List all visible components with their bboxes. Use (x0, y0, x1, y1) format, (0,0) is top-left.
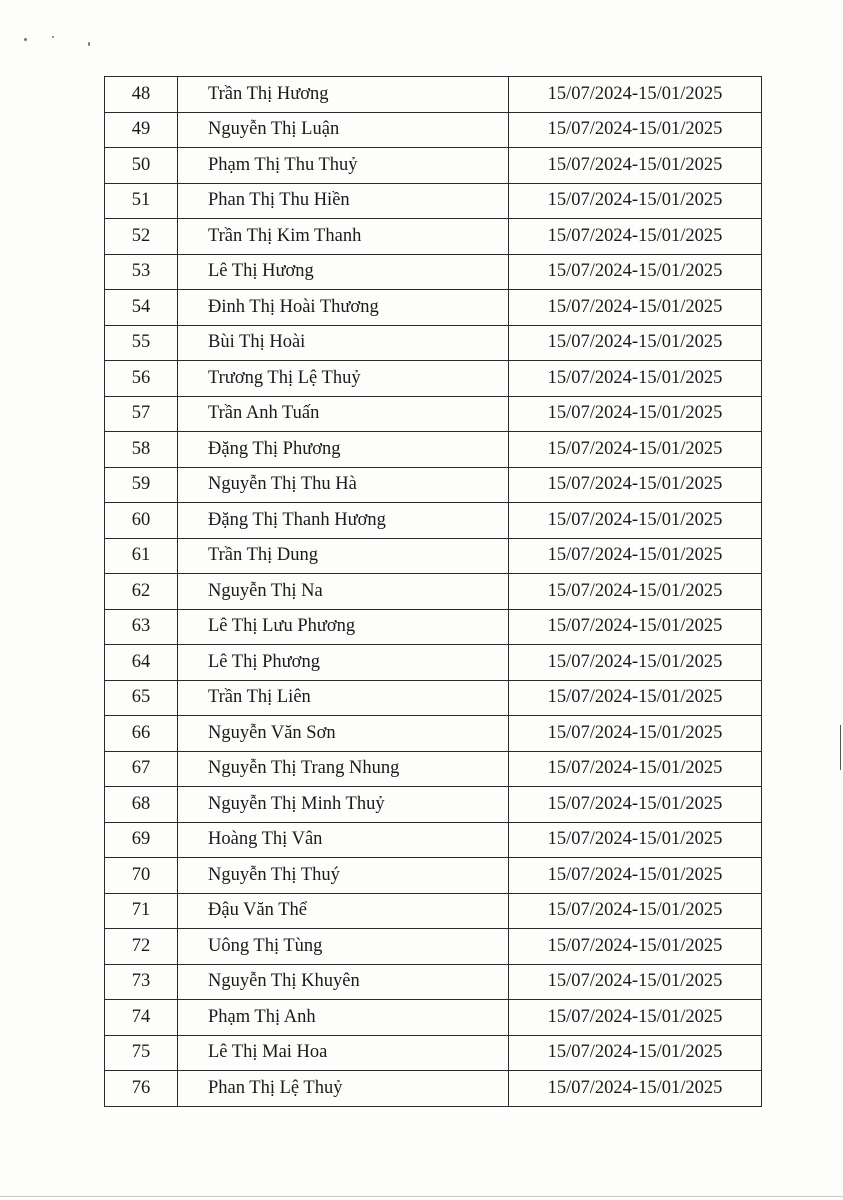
scan-bottom-edge (0, 1196, 843, 1197)
row-number-cell: 69 (105, 822, 178, 858)
row-number-cell: 59 (105, 467, 178, 503)
employee-name-cell: Nguyễn Thị Minh Thuỷ (178, 787, 509, 823)
row-number-cell: 74 (105, 1000, 178, 1036)
table-row (105, 893, 762, 929)
table-row (105, 964, 762, 1000)
scan-edge-mark (840, 725, 841, 770)
row-number-cell: 75 (105, 1035, 178, 1071)
table-row (105, 822, 762, 858)
row-number-cell: 72 (105, 929, 178, 965)
employee-name-cell: Nguyễn Văn Sơn (178, 716, 509, 752)
period-cell: 15/07/2024-15/01/2025 (509, 1071, 762, 1107)
roster-table (104, 76, 762, 1107)
employee-name-cell: Nguyễn Thị Luận (178, 112, 509, 148)
table-row (105, 645, 762, 681)
row-number-cell: 48 (105, 77, 178, 113)
period-cell: 15/07/2024-15/01/2025 (509, 112, 762, 148)
period-cell: 15/07/2024-15/01/2025 (509, 893, 762, 929)
employee-name-cell: Trần Thị Hương (178, 77, 509, 113)
employee-name-cell: Trần Thị Liên (178, 680, 509, 716)
employee-name-cell: Đinh Thị Hoài Thương (178, 290, 509, 326)
period-cell: 15/07/2024-15/01/2025 (509, 858, 762, 894)
table-row (105, 361, 762, 397)
row-number-cell: 73 (105, 964, 178, 1000)
period-cell: 15/07/2024-15/01/2025 (509, 645, 762, 681)
table-row (105, 751, 762, 787)
period-cell: 15/07/2024-15/01/2025 (509, 396, 762, 432)
period-cell: 15/07/2024-15/01/2025 (509, 787, 762, 823)
employee-name-cell: Nguyễn Thị Khuyên (178, 964, 509, 1000)
table-row (105, 574, 762, 610)
table-row (105, 716, 762, 752)
row-number-cell: 57 (105, 396, 178, 432)
period-cell: 15/07/2024-15/01/2025 (509, 503, 762, 539)
period-cell: 15/07/2024-15/01/2025 (509, 716, 762, 752)
period-cell: 15/07/2024-15/01/2025 (509, 538, 762, 574)
table-row (105, 254, 762, 290)
employee-name-cell: Phan Thị Lệ Thuỷ (178, 1071, 509, 1107)
row-number-cell: 50 (105, 148, 178, 184)
table-row (105, 680, 762, 716)
row-number-cell: 71 (105, 893, 178, 929)
period-cell: 15/07/2024-15/01/2025 (509, 148, 762, 184)
row-number-cell: 76 (105, 1071, 178, 1107)
period-cell: 15/07/2024-15/01/2025 (509, 822, 762, 858)
employee-name-cell: Hoàng Thị Vân (178, 822, 509, 858)
period-cell: 15/07/2024-15/01/2025 (509, 219, 762, 255)
employee-name-cell: Nguyễn Thị Thuý (178, 858, 509, 894)
period-cell: 15/07/2024-15/01/2025 (509, 929, 762, 965)
table-row (105, 609, 762, 645)
period-cell: 15/07/2024-15/01/2025 (509, 1035, 762, 1071)
row-number-cell: 63 (105, 609, 178, 645)
row-number-cell: 66 (105, 716, 178, 752)
table-row (105, 396, 762, 432)
employee-name-cell: Bùi Thị Hoài (178, 325, 509, 361)
table-row (105, 77, 762, 113)
table-row (105, 112, 762, 148)
period-cell: 15/07/2024-15/01/2025 (509, 609, 762, 645)
period-cell: 15/07/2024-15/01/2025 (509, 77, 762, 113)
employee-name-cell: Lê Thị Hương (178, 254, 509, 290)
period-cell: 15/07/2024-15/01/2025 (509, 325, 762, 361)
row-number-cell: 54 (105, 290, 178, 326)
employee-name-cell: Trương Thị Lệ Thuỷ (178, 361, 509, 397)
table-row (105, 1035, 762, 1071)
row-number-cell: 68 (105, 787, 178, 823)
employee-name-cell: Lê Thị Lưu Phương (178, 609, 509, 645)
table-row (105, 1000, 762, 1036)
row-number-cell: 61 (105, 538, 178, 574)
table-row (105, 1071, 762, 1107)
row-number-cell: 56 (105, 361, 178, 397)
employee-name-cell: Phan Thị Thu Hiền (178, 183, 509, 219)
scan-speck (88, 42, 90, 46)
employee-name-cell: Đậu Văn Thể (178, 893, 509, 929)
employee-name-cell: Nguyễn Thị Na (178, 574, 509, 610)
period-cell: 15/07/2024-15/01/2025 (509, 680, 762, 716)
employee-name-cell: Đặng Thị Thanh Hương (178, 503, 509, 539)
period-cell: 15/07/2024-15/01/2025 (509, 290, 762, 326)
table-row (105, 787, 762, 823)
employee-name-cell: Trần Anh Tuấn (178, 396, 509, 432)
row-number-cell: 58 (105, 432, 178, 468)
roster-table-body (105, 77, 762, 1107)
employee-name-cell: Trần Thị Kim Thanh (178, 219, 509, 255)
row-number-cell: 62 (105, 574, 178, 610)
period-cell: 15/07/2024-15/01/2025 (509, 467, 762, 503)
table-row (105, 148, 762, 184)
period-cell: 15/07/2024-15/01/2025 (509, 183, 762, 219)
employee-name-cell: Nguyễn Thị Trang Nhung (178, 751, 509, 787)
employee-name-cell: Đặng Thị Phương (178, 432, 509, 468)
row-number-cell: 52 (105, 219, 178, 255)
employee-name-cell: Phạm Thị Thu Thuỷ (178, 148, 509, 184)
row-number-cell: 60 (105, 503, 178, 539)
table-row (105, 503, 762, 539)
table-row (105, 467, 762, 503)
table-row (105, 929, 762, 965)
employee-name-cell: Phạm Thị Anh (178, 1000, 509, 1036)
table-row (105, 219, 762, 255)
row-number-cell: 55 (105, 325, 178, 361)
row-number-cell: 51 (105, 183, 178, 219)
employee-name-cell: Uông Thị Tùng (178, 929, 509, 965)
row-number-cell: 64 (105, 645, 178, 681)
period-cell: 15/07/2024-15/01/2025 (509, 574, 762, 610)
period-cell: 15/07/2024-15/01/2025 (509, 254, 762, 290)
row-number-cell: 65 (105, 680, 178, 716)
employee-name-cell: Lê Thị Mai Hoa (178, 1035, 509, 1071)
employee-name-cell: Nguyễn Thị Thu Hà (178, 467, 509, 503)
table-row (105, 538, 762, 574)
row-number-cell: 67 (105, 751, 178, 787)
period-cell: 15/07/2024-15/01/2025 (509, 964, 762, 1000)
scan-speck (24, 38, 27, 41)
period-cell: 15/07/2024-15/01/2025 (509, 751, 762, 787)
table-row (105, 325, 762, 361)
table-row (105, 858, 762, 894)
table-row (105, 290, 762, 326)
period-cell: 15/07/2024-15/01/2025 (509, 432, 762, 468)
employee-name-cell: Lê Thị Phương (178, 645, 509, 681)
table-row (105, 183, 762, 219)
row-number-cell: 53 (105, 254, 178, 290)
row-number-cell: 49 (105, 112, 178, 148)
row-number-cell: 70 (105, 858, 178, 894)
employee-name-cell: Trần Thị Dung (178, 538, 509, 574)
scan-speck (52, 36, 54, 38)
period-cell: 15/07/2024-15/01/2025 (509, 1000, 762, 1036)
period-cell: 15/07/2024-15/01/2025 (509, 361, 762, 397)
table-row (105, 432, 762, 468)
